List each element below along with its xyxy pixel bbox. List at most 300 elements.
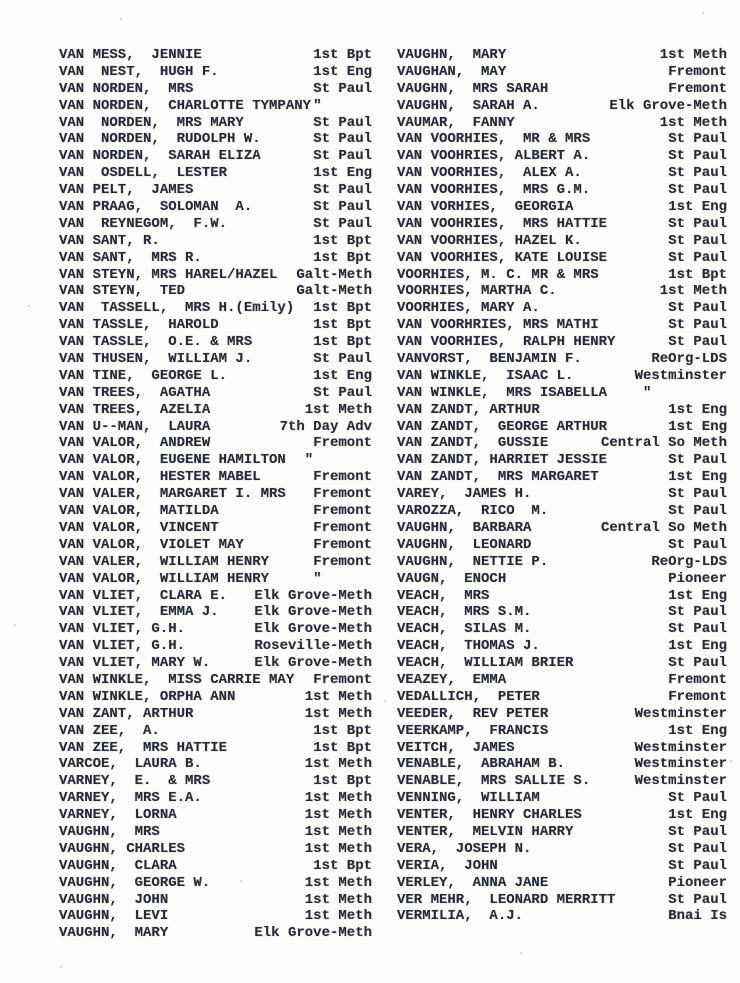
directory-entry-row [397, 875, 727, 892]
entry-church: St Paul [668, 604, 727, 621]
entry-name: VAUGHN, MARY [59, 925, 169, 942]
directory-column-right [397, 47, 727, 925]
entry-name: VAN NORDEN, RUDOLPH W. [59, 131, 261, 148]
directory-entry-row [59, 64, 372, 81]
entry-name: VAN VALOR, WILLIAM HENRY [59, 570, 270, 587]
entry-church: 1st Eng [668, 469, 727, 486]
directory-entry-row [397, 283, 727, 300]
entry-church: 1st Bpt [313, 857, 372, 874]
directory-entry-row [59, 604, 372, 621]
directory-entry-row [59, 452, 372, 469]
entry-church: 1st Eng [668, 587, 727, 604]
directory-entry-row [59, 756, 372, 773]
entry-name: VAN WINKLE, MISS CARRIE MAY [59, 671, 295, 688]
directory-entry-row [397, 182, 727, 199]
directory-entry-row [397, 351, 727, 368]
entry-name: VAN NORDEN, MRS MARY [59, 114, 244, 131]
directory-entry-row [59, 672, 372, 689]
entry-name: VAUGHN, LEONARD [397, 536, 532, 553]
directory-entry-row [397, 419, 727, 436]
entry-name: VAN VOOHRIES, ALBERT A. [397, 148, 591, 165]
entry-church: 1st Bpt [668, 266, 727, 283]
entry-church: Fremont [313, 671, 372, 688]
entry-church: Fremont [313, 536, 372, 553]
entry-church: Westminster [634, 756, 727, 773]
entry-church: ReOrg-LDS [651, 351, 727, 368]
entry-name: VAN ZANDT, MRS MARGARET [397, 469, 599, 486]
entry-church: St Paul [668, 790, 727, 807]
directory-entry-row [59, 250, 372, 267]
entry-church: St Paul [668, 300, 727, 317]
directory-entry-row [397, 858, 727, 875]
entry-name: VAROZZA, RICO M. [397, 503, 549, 520]
entry-name: VEEDER, REV PETER [397, 705, 549, 722]
entry-church: St Paul [668, 215, 727, 232]
directory-entry-row [397, 47, 727, 64]
entry-church: St Paul [313, 384, 372, 401]
entry-name: VAN VALOR, HESTER MABEL [59, 469, 261, 486]
directory-entry-row [59, 131, 372, 148]
directory-entry-row [397, 469, 727, 486]
entry-church: 1st Bpt [313, 317, 372, 334]
directory-entry-row [397, 165, 727, 182]
entry-name: VEERKAMP, FRANCIS [397, 722, 549, 739]
entry-church: Westminster [634, 705, 727, 722]
entry-name: VER MEHR, LEONARD MERRITT [397, 891, 616, 908]
entry-name: VAN ZEE, A. [59, 722, 160, 739]
directory-entry-row [59, 419, 372, 436]
directory-entry-row [59, 655, 372, 672]
entry-name: VENTER, MELVIN HARRY [397, 823, 574, 840]
directory-entry-row [397, 385, 727, 402]
directory-entry-row [397, 64, 727, 81]
entry-church: Galt-Meth [296, 266, 372, 283]
entry-name: VAUGHN, CLARA [59, 857, 177, 874]
directory-entry-row [397, 773, 727, 790]
entry-church: 7th Day Adv [279, 418, 372, 435]
directory-entry-row [59, 368, 372, 385]
entry-church: St Paul [668, 182, 727, 199]
entry-name: VAN TASSLE, HAROLD [59, 317, 219, 334]
directory-entry-row [59, 385, 372, 402]
entry-church: St Paul [668, 621, 727, 638]
directory-entry-row [59, 689, 372, 706]
directory-entry-row [397, 300, 727, 317]
entry-church: St Paul [668, 452, 727, 469]
entry-church: Westminster [634, 773, 727, 790]
directory-entry-row [59, 216, 372, 233]
entry-name: VAN VOORHIES, ALEX A. [397, 165, 582, 182]
entry-church: 1st Bpt [313, 249, 372, 266]
directory-entry-row [397, 604, 727, 621]
entry-name: VOORHIES, MARTHA C. [397, 283, 557, 300]
entry-church: St Paul [668, 317, 727, 334]
directory-entry-row [59, 165, 372, 182]
entry-church: St Paul [313, 182, 372, 199]
entry-church: Fremont [668, 63, 727, 80]
directory-entry-row [59, 503, 372, 520]
entry-church: St Paul [668, 165, 727, 182]
directory-entry-row [397, 841, 727, 858]
directory-entry-row [397, 503, 727, 520]
entry-name: VAN TASSELL, MRS H.(Emily) [59, 300, 295, 317]
entry-church: St Paul [668, 823, 727, 840]
entry-name: VAN ZANDT, GUSSIE [397, 435, 549, 452]
entry-name: VEACH, SILAS M. [397, 621, 532, 638]
entry-name: VAN TINE, GEORGE L. [59, 367, 228, 384]
entry-name: VERLEY, ANNA JANE [397, 874, 549, 891]
entry-name: VAUGHAN, MAY [397, 63, 507, 80]
entry-name: VAN ZANT, ARTHUR [59, 705, 194, 722]
entry-church: 1st Meth [304, 891, 372, 908]
entry-name: VERIA, JOHN [397, 857, 498, 874]
directory-column-left [59, 47, 372, 942]
entry-church: Roseville-Meth [254, 638, 372, 655]
entry-church: Elk Grove-Meth [609, 97, 727, 114]
entry-church: 1st Eng [313, 165, 372, 182]
directory-entry-row [397, 267, 727, 284]
directory-entry-row [59, 621, 372, 638]
entry-church: 1st Meth [304, 823, 372, 840]
entry-church: " [642, 384, 727, 401]
entry-church: 1st Eng [313, 367, 372, 384]
directory-entry-row [397, 537, 727, 554]
entry-church: 1st Meth [304, 840, 372, 857]
directory-entry-row [59, 740, 372, 757]
entry-church: Pioneer [668, 570, 727, 587]
entry-name: VAN VOORHIES, KATE LOUISE [397, 249, 608, 266]
entry-name: VAN NEST, HUGH F. [59, 63, 219, 80]
entry-church: St Paul [313, 215, 372, 232]
entry-name: VAN VOORHIES, HAZEL K. [397, 232, 582, 249]
directory-entry-row [397, 486, 727, 503]
entry-church: Fremont [313, 553, 372, 570]
entry-church: St Paul [668, 148, 727, 165]
entry-name: VAN WINKLE, MRS ISABELLA [397, 384, 608, 401]
directory-entry-row [59, 790, 372, 807]
directory-entry-row [59, 267, 372, 284]
entry-name: VAUGHN, JOHN [59, 891, 169, 908]
entry-church: Fremont [313, 435, 372, 452]
entry-name: VAN STEYN, TED [59, 283, 186, 300]
entry-church: St Paul [313, 351, 372, 368]
entry-church: Fremont [313, 503, 372, 520]
directory-entry-row [397, 655, 727, 672]
entry-church: 1st Bpt [313, 232, 372, 249]
entry-church: Bnai Is [668, 908, 727, 925]
entry-name: VEITCH, JAMES [397, 739, 515, 756]
scan-speckles [0, 0, 2, 2]
directory-entry-row [397, 638, 727, 655]
directory-entry-row [59, 233, 372, 250]
entry-church: St Paul [668, 503, 727, 520]
entry-church: St Paul [668, 891, 727, 908]
entry-name: VAUGHN, MRS SARAH [397, 80, 549, 97]
entry-church: St Paul [668, 131, 727, 148]
entry-name: VEDALLICH, PETER [397, 688, 540, 705]
entry-church: Westminster [634, 739, 727, 756]
entry-name: VAN NORDEN, MRS [59, 80, 194, 97]
entry-church: 1st Meth [304, 790, 372, 807]
entry-name: VAN VALOR, VINCENT [59, 519, 219, 536]
entry-name: VAN VLIET, G.H. [59, 638, 186, 655]
directory-entry-row [397, 689, 727, 706]
directory-entry-row [397, 807, 727, 824]
entry-name: VAN ZEE, MRS HATTIE [59, 739, 228, 756]
directory-entry-row [59, 47, 372, 64]
entry-name: VAN U--MAN, LAURA [59, 418, 211, 435]
entry-church: 1st Bpt [313, 773, 372, 790]
entry-name: VAUGHN, CHARLES [59, 840, 186, 857]
entry-church: 1st Meth [659, 47, 727, 63]
directory-entry-row [397, 621, 727, 638]
entry-church: 1st Eng [668, 418, 727, 435]
entry-name: VAN VOORHRIES, MRS MATHI [397, 317, 599, 334]
entry-church: St Paul [668, 249, 727, 266]
entry-church: St Paul [668, 840, 727, 857]
entry-church: 1st Meth [304, 756, 372, 773]
entry-name: VOORHIES, MARY A. [397, 300, 540, 317]
directory-entry-row [59, 199, 372, 216]
entry-name: VAN VLIET, CLARA E. [59, 587, 228, 604]
entry-church: St Paul [668, 334, 727, 351]
directory-entry-row [59, 824, 372, 841]
entry-name: VAN VALER, MARGARET I. MRS [59, 486, 286, 503]
entry-name: VAN MESS, JENNIE [59, 47, 202, 63]
entry-name: VAN VORHIES, GEORGIA [397, 199, 574, 216]
entry-church: 1st Eng [668, 199, 727, 216]
entry-name: VAN VOORHIES, MR & MRS [397, 131, 591, 148]
entry-church: 1st Meth [304, 401, 372, 418]
entry-name: VARNEY, LORNA [59, 807, 177, 824]
directory-entry-row [397, 740, 727, 757]
entry-name: VAN NORDEN, CHARLOTTE TYMPANY [59, 97, 312, 114]
directory-entry-row [397, 756, 727, 773]
entry-name: VAN VALOR, EUGENE HAMILTON [59, 452, 286, 469]
directory-entry-row [59, 537, 372, 554]
entry-name: VAUGHN, SARAH A. [397, 97, 540, 114]
directory-entry-row [397, 199, 727, 216]
directory-entry-row [59, 402, 372, 419]
entry-church: Fremont [313, 486, 372, 503]
entry-name: VERMILIA, A.J. [397, 908, 524, 925]
entry-name: VEACH, WILLIAM BRIER [397, 655, 574, 672]
entry-name: VEACH, THOMAS J. [397, 638, 540, 655]
entry-name: VENNING, WILLIAM [397, 790, 540, 807]
entry-church: St Paul [313, 80, 372, 97]
directory-entry-row [397, 98, 727, 115]
entry-church: Elk Grove-Meth [254, 587, 372, 604]
entry-name: VAN TREES, AGATHA [59, 384, 211, 401]
directory-entry-row [59, 875, 372, 892]
entry-church: 1st Eng [668, 401, 727, 418]
entry-church: 1st Bpt [313, 334, 372, 351]
directory-entry-row [397, 554, 727, 571]
directory-entry-row [59, 858, 372, 875]
entry-name: VAN STEYN, MRS HAREL/HAZEL [59, 266, 278, 283]
entry-church: 1st Bpt [313, 739, 372, 756]
entry-church: Westminster [634, 367, 727, 384]
directory-entry-row [59, 571, 372, 588]
entry-church: Elk Grove-Meth [254, 621, 372, 638]
entry-name: VANVORST, BENJAMIN F. [397, 351, 582, 368]
directory-entry-row [59, 317, 372, 334]
entry-church: St Paul [668, 486, 727, 503]
entry-name: VENTER, HENRY CHARLES [397, 807, 582, 824]
directory-entry-row [59, 435, 372, 452]
directory-entry-row [397, 148, 727, 165]
entry-name: VAN TASSLE, O.E. & MRS [59, 334, 253, 351]
directory-entry-row [397, 317, 727, 334]
entry-name: VAUGHN, NETTIE P. [397, 553, 549, 570]
entry-name: VERA, JOSEPH N. [397, 840, 532, 857]
entry-church: St Paul [313, 148, 372, 165]
directory-entry-row [397, 131, 727, 148]
entry-church: 1st Bpt [313, 47, 372, 63]
directory-entry-row [59, 638, 372, 655]
entry-name: VAN VLIET, EMMA J. [59, 604, 219, 621]
entry-name: VAUGHN, LEVI [59, 908, 169, 925]
entry-name: VAN ZANDT, HARRIET JESSIE [397, 452, 608, 469]
directory-entry-row [397, 790, 727, 807]
directory-entry-row [59, 300, 372, 317]
entry-name: VAN VALER, WILLIAM HENRY [59, 553, 270, 570]
directory-entry-row [397, 723, 727, 740]
entry-name: VOORHIES, M. C. MR & MRS [397, 266, 599, 283]
entry-name: VAN VOORHIES, RALPH HENRY [397, 334, 616, 351]
directory-entry-row [397, 368, 727, 385]
entry-church: St Paul [313, 199, 372, 216]
entry-name: VAN VOOHRIES, MRS HATTIE [397, 215, 608, 232]
directory-entry-row [397, 81, 727, 98]
directory-entry-row [59, 908, 372, 925]
directory-entry-row [59, 841, 372, 858]
directory-entry-row [59, 115, 372, 132]
entry-name: VAN VALOR, MATILDA [59, 503, 219, 520]
entry-name: VAN VALOR, ANDREW [59, 435, 211, 452]
directory-entry-row [397, 402, 727, 419]
entry-church: Elk Grove-Meth [254, 604, 372, 621]
entry-name: VARCOE, LAURA B. [59, 756, 202, 773]
entry-church: 1st Eng [313, 63, 372, 80]
entry-name: VAN WINKLE, ISAAC L. [397, 367, 574, 384]
entry-name: VAN PRAAG, SOLOMAN A. [59, 199, 253, 216]
entry-name: VAN VLIET, G.H. [59, 621, 186, 638]
entry-name: VAN VOORHIES, MRS G.M. [397, 182, 591, 199]
entry-church: 1st Meth [304, 874, 372, 891]
entry-church: ReOrg-LDS [651, 553, 727, 570]
directory-entry-row [397, 706, 727, 723]
directory-entry-row [397, 334, 727, 351]
directory-entry-row [397, 571, 727, 588]
directory-entry-row [397, 216, 727, 233]
entry-name: VAN NORDEN, SARAH ELIZA [59, 148, 261, 165]
entry-name: VAN SANT, R. [59, 232, 160, 249]
directory-entry-row [59, 98, 372, 115]
entry-church: Fremont [668, 671, 727, 688]
directory-entry-row [59, 469, 372, 486]
entry-church: St Paul [668, 857, 727, 874]
entry-church: Galt-Meth [296, 283, 372, 300]
directory-entry-row [397, 824, 727, 841]
entry-church: Pioneer [668, 874, 727, 891]
directory-entry-row [397, 435, 727, 452]
entry-church: Fremont [668, 688, 727, 705]
directory-entry-row [59, 81, 372, 98]
directory-entry-row [59, 148, 372, 165]
entry-church: 1st Meth [304, 705, 372, 722]
entry-church: 1st Meth [659, 283, 727, 300]
entry-name: VAN PELT, JAMES [59, 182, 194, 199]
entry-church: St Paul [313, 114, 372, 131]
entry-church: Central So Meth [600, 435, 727, 452]
entry-church: 1st Meth [304, 908, 372, 925]
entry-name: VAN ZANDT, GEORGE ARTHUR [397, 418, 608, 435]
directory-entry-row [397, 250, 727, 267]
entry-church: Elk Grove-Meth [254, 925, 372, 942]
directory-entry-row [59, 925, 372, 942]
entry-name: VAN ZANDT, ARTHUR [397, 401, 540, 418]
directory-entry-row [59, 807, 372, 824]
entry-name: VAUGHN, MARY [397, 47, 507, 63]
directory-entry-row [59, 334, 372, 351]
directory-entry-row [397, 233, 727, 250]
entry-church: 1st Eng [668, 638, 727, 655]
directory-entry-row [59, 892, 372, 909]
directory-entry-row [397, 588, 727, 605]
directory-entry-row [397, 452, 727, 469]
entry-name: VAUGHN, MRS [59, 823, 160, 840]
entry-name: VENABLE, ABRAHAM B. [397, 756, 566, 773]
entry-church: 1st Bpt [313, 300, 372, 317]
entry-church: " [313, 570, 372, 587]
directory-entry-row [59, 283, 372, 300]
entry-name: VAUMAR, FANNY [397, 114, 515, 131]
entry-name: VEACH, MRS [397, 587, 490, 604]
entry-church: Fremont [313, 519, 372, 536]
entry-church: 1st Bpt [313, 722, 372, 739]
directory-entry-row [397, 672, 727, 689]
directory-entry-row [59, 723, 372, 740]
entry-name: VAN WINKLE, ORPHA ANN [59, 688, 236, 705]
directory-entry-row [397, 115, 727, 132]
directory-entry-row [59, 588, 372, 605]
entry-church: Elk Grove-Meth [254, 655, 372, 672]
entry-name: VAUGHN, BARBARA [397, 519, 532, 536]
entry-church: 1st Eng [668, 722, 727, 739]
entry-name: VAN VALOR, VIOLET MAY [59, 536, 244, 553]
entry-name: VAUGHN, GEORGE W. [59, 874, 211, 891]
directory-entry-row [59, 486, 372, 503]
directory-entry-row [397, 908, 727, 925]
entry-name: VAN THUSEN, WILLIAM J. [59, 351, 253, 368]
entry-name: VAUGN, ENOCH [397, 570, 507, 587]
entry-name: VAN SANT, MRS R. [59, 249, 202, 266]
entry-church: St Paul [668, 536, 727, 553]
entry-name: VAN REYNEGOM, F.W. [59, 215, 228, 232]
directory-entry-row [59, 554, 372, 571]
entry-church: 1st Meth [304, 688, 372, 705]
entry-name: VAN OSDELL, LESTER [59, 165, 228, 182]
entry-church: St Paul [313, 131, 372, 148]
directory-entry-row [59, 706, 372, 723]
entry-name: VAREY, JAMES H. [397, 486, 532, 503]
directory-entry-row [397, 892, 727, 909]
directory-entry-row [397, 520, 727, 537]
directory-entry-row [59, 773, 372, 790]
entry-name: VARNEY, MRS E.A. [59, 790, 202, 807]
entry-church: Central So Meth [600, 519, 727, 536]
